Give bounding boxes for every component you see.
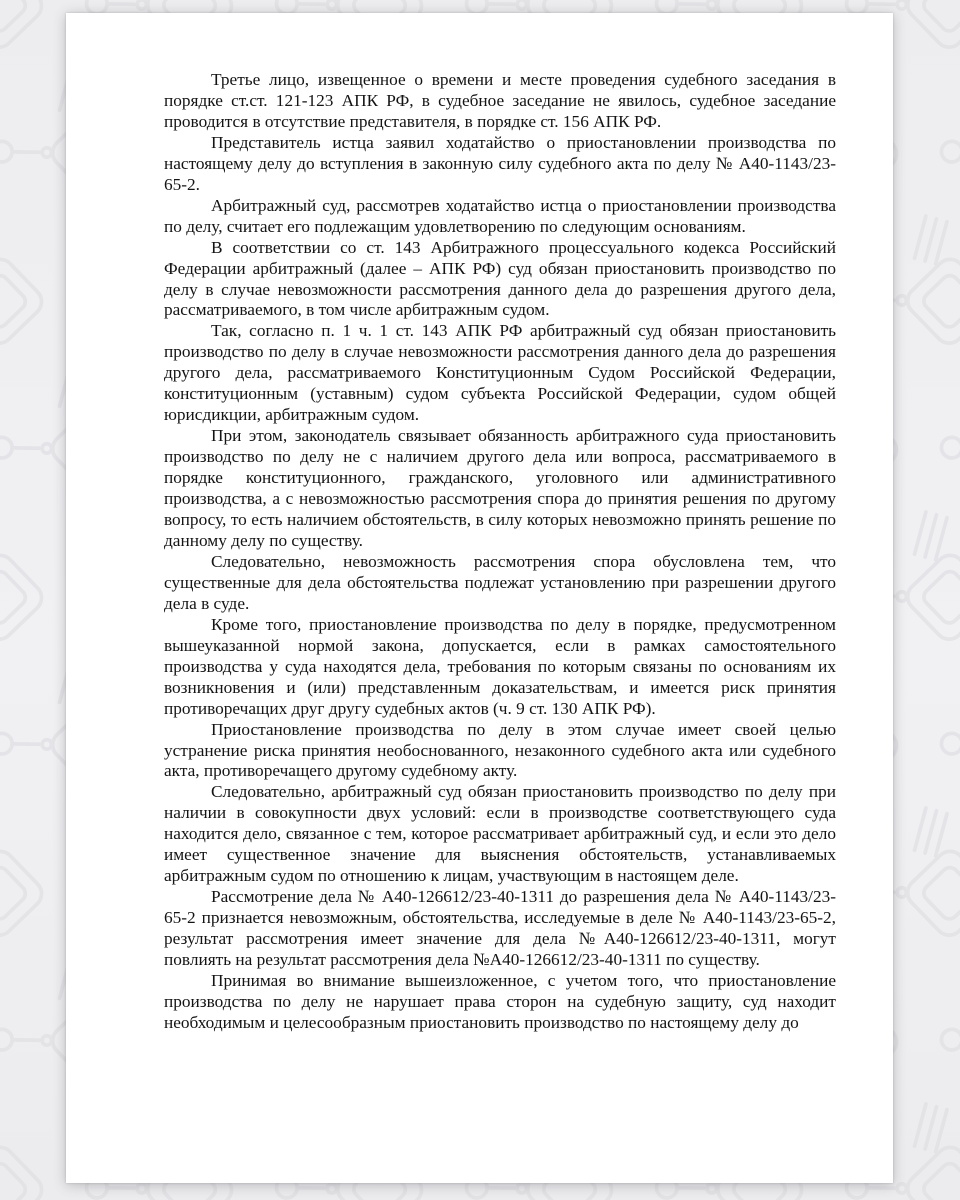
paragraph: Рассмотрение дела № А40-126612/23-40-1311 до разрешения дела № А40-1143/23-65-2 признается невозможным, обстоятельства, исследуемые в деле № А40-1143/23-65-2, результат рассмотрения имеет значение для дела №А40-126612/23-40-1311, могут повлиять на результат рассмотрения дела №А40-126612/23-40-1311 по существу. <box>164 887 836 970</box>
document-text-block <box>164 70 836 1034</box>
paragraph: Следовательно, невозможность рассмотрения спора обусловлена тем, что существенные для дела обстоятельства подлежат установлению при разрешении другого дела в суде. <box>164 551 836 613</box>
paragraph: Третье лицо, извещенное о времени и месте проведения судебного заседания в порядке ст.ст. 121-123 АПК РФ, в судебное заседание не явилось, судебное заседание проводится в отсутствие представителя, в порядке ст. 156 АПК РФ. <box>164 70 836 131</box>
paragraph: При этом, законодатель связывает обязанность арбитражного суда приостановить производство по делу не с наличием другого дела или вопроса, рассматриваемого в порядке конституционного, гражданского, уголовного или административного производства, а с невозможностью рассмотрения спора до принятия решения по другому вопросу, то есть наличием обстоятельств, в силу которых невозможно принять решение по данному делу по существу. <box>164 426 836 550</box>
paragraph: Принимая во внимание вышеизложенное, с учетом того, что приостановление производства по делу не нарушает права сторон на судебную защиту, суд находит необходимым и целесообразным приостановить производство по настоящему делу до <box>164 970 836 1032</box>
paragraph: Кроме того, приостановление производства по делу в порядке, предусмотренном вышеуказанной нормой закона, допускается, если в рамках самостоятельного производства у суда находятся дела, требования по которым связаны по основаниям их возникновения и (или) представленным доказательствам, и имеется риск принятия противоречащих друг другу судебных актов (ч. 9 ст. 130 АПК РФ). <box>164 614 836 718</box>
paragraph: Арбитражный суд, рассмотрев ходатайство истца о приостановлении производства по делу, считает его подлежащим удовлетворению по следующим основаниям. <box>164 195 836 236</box>
paragraph: Следовательно, арбитражный суд обязан приостановить производство по делу при наличии в совокупности двух условий: если в производстве соответствующего суда находится дело, связанное с тем, которое рассматривает арбитражный суд, и если это дело имеет существенное значение для выяснения обстоятельств, устанавливаемых арбитражным судом по отношению к лицам, участвующим в настоящем деле. <box>164 782 836 886</box>
paragraph: Приостановление производства по делу в этом случае имеет своей целью устранение риска принятия необоснованного, незаконного судебного акта или судебного акта, противоречащего другому судебному акту. <box>164 719 836 781</box>
paragraph: Так, согласно п. 1 ч. 1 ст. 143 АПК РФ арбитражный суд обязан приостановить производство по делу в случае невозможности рассмотрения данного дела до разрешения другого дела, рассматриваемого Конституционным Судом Российской Федерации, конституционным (уставным) судом субъекта Российской Федерации, судом общей юрисдикции, арбитражным судом. <box>164 321 836 425</box>
paragraph: В соответствии со ст. 143 Арбитражного процессуального кодекса Российский Федерации арбитражный (далее – АПК РФ) суд обязан приостановить производство по делу в случае невозможности рассмотрения данного дела до разрешения другого дела, рассматриваемого, в том числе арбитражным судом. <box>164 237 836 320</box>
document-page <box>66 13 893 1183</box>
paragraph: Представитель истца заявил ходатайство о приостановлении производства по настоящему делу до вступления в законную силу судебного акта по делу № А40-1143/23-65-2. <box>164 132 836 194</box>
